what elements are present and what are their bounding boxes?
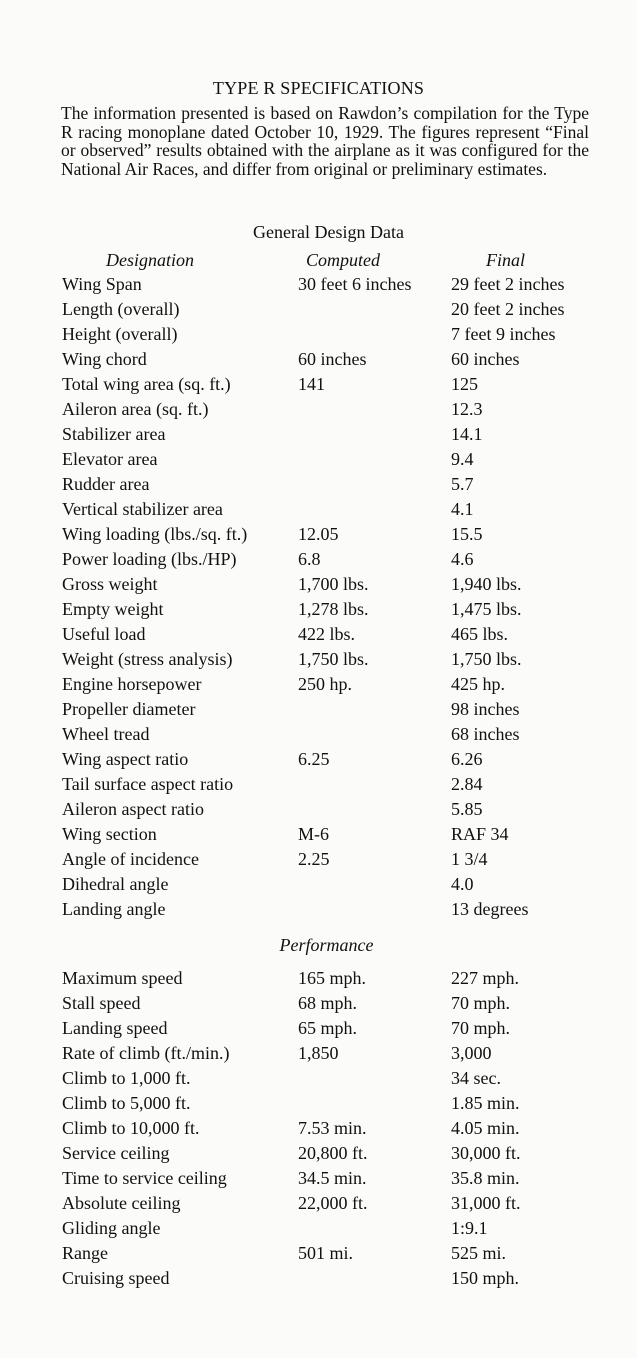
row-label: Wing loading (lbs./sq. ft.) xyxy=(62,524,248,544)
final-value: 425 hp. xyxy=(451,674,505,694)
computed-value: 141 xyxy=(298,374,325,394)
final-value: 3,000 xyxy=(451,1043,492,1063)
column-header-computed: Computed xyxy=(306,250,380,270)
computed-value: 250 hp. xyxy=(298,674,352,694)
computed-value: 1,278 lbs. xyxy=(298,599,369,619)
row-label: Absolute ceiling xyxy=(62,1193,181,1213)
row-label: Total wing area (sq. ft.) xyxy=(62,374,231,394)
table-row xyxy=(0,647,637,672)
design-data-table xyxy=(0,272,637,922)
computed-value: 65 mph. xyxy=(298,1018,358,1038)
row-label: Aileron area (sq. ft.) xyxy=(62,399,209,419)
final-value: 4.0 xyxy=(451,874,474,894)
final-value: RAF 34 xyxy=(451,824,509,844)
final-value: 2.84 xyxy=(451,774,483,794)
final-value: 70 mph. xyxy=(451,1018,511,1038)
table-row xyxy=(0,1191,637,1216)
final-value: 1,750 lbs. xyxy=(451,649,522,669)
table-row xyxy=(0,847,637,872)
table-row xyxy=(0,347,637,372)
computed-value: 22,000 ft. xyxy=(298,1193,368,1213)
final-value: 4.6 xyxy=(451,549,474,569)
final-value: 31,000 ft. xyxy=(451,1193,521,1213)
row-label: Useful load xyxy=(62,624,146,644)
row-label: Gliding angle xyxy=(62,1218,161,1238)
final-value: 15.5 xyxy=(451,524,483,544)
computed-value: 20,800 ft. xyxy=(298,1143,368,1163)
final-value: 4.05 min. xyxy=(451,1118,520,1138)
final-value: 5.85 xyxy=(451,799,483,819)
final-value: 29 feet 2 inches xyxy=(451,274,565,294)
table-row xyxy=(0,422,637,447)
table-row xyxy=(0,597,637,622)
row-label: Dihedral angle xyxy=(62,874,169,894)
row-label: Aileron aspect ratio xyxy=(62,799,204,819)
table-row xyxy=(0,1116,637,1141)
table-row xyxy=(0,722,637,747)
performance-table xyxy=(0,966,637,1291)
table-row xyxy=(0,522,637,547)
final-value: 30,000 ft. xyxy=(451,1143,521,1163)
row-label: Power loading (lbs./HP) xyxy=(62,549,237,569)
table-row xyxy=(0,447,637,472)
row-label: Propeller diameter xyxy=(62,699,196,719)
general-design-heading: General Design Data xyxy=(253,222,404,242)
row-label: Length (overall) xyxy=(62,299,180,319)
final-value: 35.8 min. xyxy=(451,1168,520,1188)
table-row xyxy=(0,297,637,322)
row-label: Empty weight xyxy=(62,599,164,619)
computed-value: 165 mph. xyxy=(298,968,367,988)
row-label: Wing section xyxy=(62,824,157,844)
table-row xyxy=(0,497,637,522)
performance-heading: Performance xyxy=(279,935,374,955)
computed-value: 2.25 xyxy=(298,849,330,869)
table-row xyxy=(0,822,637,847)
row-label: Cruising speed xyxy=(62,1268,170,1288)
row-label: Weight (stress analysis) xyxy=(62,649,233,669)
row-label: Service ceiling xyxy=(62,1143,170,1163)
computed-value: 7.53 min. xyxy=(298,1118,367,1138)
computed-value: 30 feet 6 inches xyxy=(298,274,412,294)
row-label: Height (overall) xyxy=(62,324,178,344)
table-row xyxy=(0,1041,637,1066)
table-row xyxy=(0,1066,637,1091)
table-row xyxy=(0,622,637,647)
table-row xyxy=(0,1141,637,1166)
table-row xyxy=(0,1166,637,1191)
final-value: 7 feet 9 inches xyxy=(451,324,556,344)
final-value: 5.7 xyxy=(451,474,474,494)
table-row xyxy=(0,1266,637,1291)
final-value: 1.85 min. xyxy=(451,1093,520,1113)
table-row xyxy=(0,322,637,347)
computed-value: 68 mph. xyxy=(298,993,358,1013)
table-row xyxy=(0,1241,637,1266)
row-label: Wheel tread xyxy=(62,724,150,744)
final-value: 4.1 xyxy=(451,499,474,519)
computed-value: 34.5 min. xyxy=(298,1168,367,1188)
computed-value: 1,850 xyxy=(298,1043,339,1063)
row-label: Rate of climb (ft./min.) xyxy=(62,1043,230,1063)
row-label: Rudder area xyxy=(62,474,150,494)
row-label: Stall speed xyxy=(62,993,141,1013)
final-value: 14.1 xyxy=(451,424,483,444)
row-label: Wing chord xyxy=(62,349,147,369)
row-label: Tail surface aspect ratio xyxy=(62,774,234,794)
row-label: Climb to 1,000 ft. xyxy=(62,1068,191,1088)
intro-paragraph: The information presented is based on Rawdon’s compilation for the Type R racing monoplane dated October 10, 1929. The figures represent “Final or observed” results obtained with the airplane as it was configured for the National Air Races, and differ from original or preliminary estimates. xyxy=(61,103,589,179)
row-label: Stabilizer area xyxy=(62,424,166,444)
table-row xyxy=(0,772,637,797)
final-value: 60 inches xyxy=(451,349,520,369)
row-label: Climb to 5,000 ft. xyxy=(62,1093,191,1113)
table-row xyxy=(0,372,637,397)
table-row xyxy=(0,872,637,897)
final-value: 20 feet 2 inches xyxy=(451,299,565,319)
table-row xyxy=(0,397,637,422)
final-value: 70 mph. xyxy=(451,993,511,1013)
table-row xyxy=(0,1016,637,1041)
final-value: 68 inches xyxy=(451,724,520,744)
row-label: Angle of incidence xyxy=(62,849,199,869)
computed-value: 12.05 xyxy=(298,524,339,544)
table-row xyxy=(0,966,637,991)
table-row xyxy=(0,1216,637,1241)
row-label: Maximum speed xyxy=(62,968,183,988)
table-row xyxy=(0,697,637,722)
column-header-final: Final xyxy=(486,250,525,270)
row-label: Wing aspect ratio xyxy=(62,749,189,769)
table-row xyxy=(0,547,637,572)
table-row xyxy=(0,572,637,597)
row-label: Landing speed xyxy=(62,1018,168,1038)
computed-value: 60 inches xyxy=(298,349,367,369)
final-value: 525 mi. xyxy=(451,1243,507,1263)
row-label: Engine horsepower xyxy=(62,674,202,694)
final-value: 1,940 lbs. xyxy=(451,574,522,594)
final-value: 227 mph. xyxy=(451,968,520,988)
table-row xyxy=(0,1091,637,1116)
row-label: Elevator area xyxy=(62,449,158,469)
final-value: 125 xyxy=(451,374,478,394)
computed-value: M-6 xyxy=(298,824,329,844)
table-row xyxy=(0,747,637,772)
final-value: 98 inches xyxy=(451,699,520,719)
row-label: Gross weight xyxy=(62,574,158,594)
column-header-designation: Designation xyxy=(106,250,194,270)
final-value: 12.3 xyxy=(451,399,483,419)
row-label: Landing angle xyxy=(62,899,166,919)
row-label: Range xyxy=(62,1243,108,1263)
final-value: 13 degrees xyxy=(451,899,529,919)
final-value: 1 3/4 xyxy=(451,849,488,869)
computed-value: 6.8 xyxy=(298,549,321,569)
table-row xyxy=(0,472,637,497)
table-row xyxy=(0,991,637,1016)
final-value: 1,475 lbs. xyxy=(451,599,522,619)
final-value: 6.26 xyxy=(451,749,483,769)
final-value: 1:9.1 xyxy=(451,1218,488,1238)
computed-value: 6.25 xyxy=(298,749,330,769)
row-label: Wing Span xyxy=(62,274,142,294)
computed-value: 422 lbs. xyxy=(298,624,356,644)
page-title: TYPE R SPECIFICATIONS xyxy=(212,78,425,98)
table-row xyxy=(0,672,637,697)
final-value: 34 sec. xyxy=(451,1068,501,1088)
table-row xyxy=(0,797,637,822)
table-row xyxy=(0,897,637,922)
row-label: Vertical stabilizer area xyxy=(62,499,223,519)
computed-value: 1,700 lbs. xyxy=(298,574,369,594)
final-value: 9.4 xyxy=(451,449,474,469)
final-value: 150 mph. xyxy=(451,1268,520,1288)
computed-value: 501 mi. xyxy=(298,1243,354,1263)
final-value: 465 lbs. xyxy=(451,624,509,644)
row-label: Climb to 10,000 ft. xyxy=(62,1118,200,1138)
row-label: Time to service ceiling xyxy=(62,1168,227,1188)
computed-value: 1,750 lbs. xyxy=(298,649,369,669)
table-row xyxy=(0,272,637,297)
